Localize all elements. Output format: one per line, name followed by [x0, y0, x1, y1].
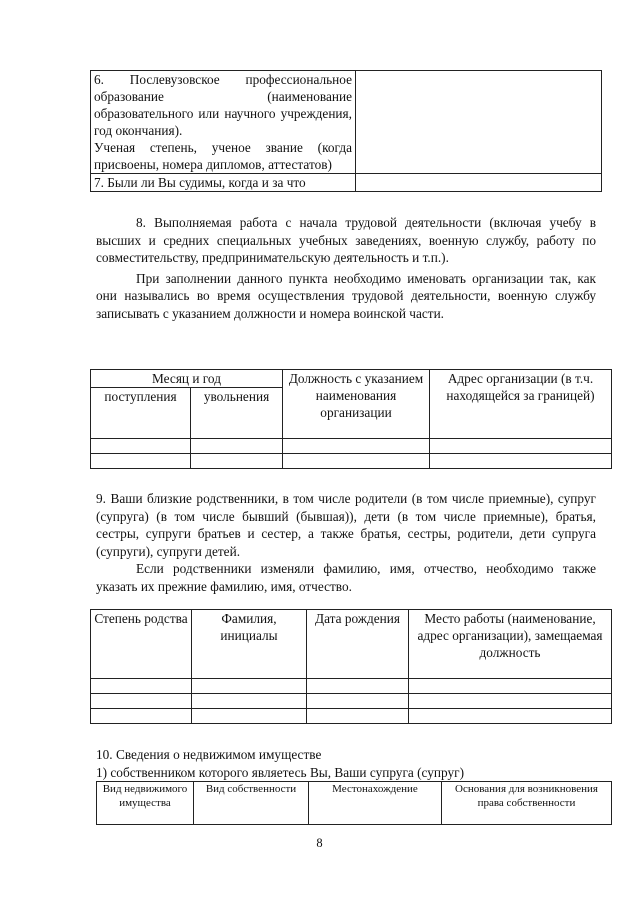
table-cell[interactable] — [307, 709, 409, 724]
question-text: Ученая степень, ученое звание (когда присвоены, номера дипломов, аттестатов) — [94, 140, 352, 172]
section-paragraph: 9. Ваши близкие родственники, в том числе родители (в том числе приемные), супруг (супруга) (в том числе бывший (бывшая)), дети (в том числе приемные), братья, сестры, супруги братьев и сестер, а также братья, сестры, родители, дети супруга (супруги), супруги детей. — [96, 491, 596, 559]
column-header: Вид недвижимого имущества — [97, 782, 194, 825]
table-cell[interactable] — [192, 709, 307, 724]
table-cell[interactable] — [91, 694, 192, 709]
table-cell[interactable] — [191, 439, 283, 454]
table-cell[interactable] — [307, 679, 409, 694]
table-cell[interactable] — [192, 679, 307, 694]
table-cell[interactable] — [430, 439, 612, 454]
section-subtitle: 1) собственником которого являетесь Вы, Ваши супруга (супруг) — [96, 764, 465, 780]
column-header: увольнения — [191, 388, 283, 439]
table-row — [91, 694, 612, 709]
column-header: Должность с указанием наименования организации — [283, 370, 430, 439]
relatives-table — [90, 609, 612, 724]
section-10 — [96, 746, 596, 781]
column-header: Дата рождения — [307, 610, 409, 679]
column-header: Месяц и год — [91, 370, 283, 388]
table-cell[interactable] — [91, 454, 191, 469]
table-row — [91, 679, 612, 694]
table-cell[interactable] — [283, 454, 430, 469]
table-row — [91, 71, 602, 174]
page-number: 8 — [316, 836, 323, 850]
table-cell[interactable] — [192, 694, 307, 709]
column-header: Адрес организации (в т.ч. находящейся за границей) — [430, 370, 612, 439]
column-header: Место работы (наименование, адрес организации), замещаемая должность — [409, 610, 612, 679]
section-paragraph: При заполнении данного пункта необходимо именовать организации так, как они назывались во время осуществления трудовой деятельности, военную службу записывать с указанием должности и номера воинской части. — [96, 270, 596, 321]
table-cell[interactable] — [91, 439, 191, 454]
column-header: Основания для возникновения права собственности — [442, 782, 612, 825]
table-row — [91, 174, 602, 192]
table-cell[interactable] — [409, 694, 612, 709]
table-cell[interactable] — [409, 709, 612, 724]
column-header: Степень родства — [91, 610, 192, 679]
table-row — [91, 454, 612, 469]
table-cell[interactable] — [91, 709, 192, 724]
table-cell[interactable] — [430, 454, 612, 469]
column-header: Фамилия, инициалы — [192, 610, 307, 679]
section-8 — [96, 214, 596, 322]
table-cell[interactable] — [91, 679, 192, 694]
property-table — [96, 781, 612, 825]
section-paragraph: Если родственники изменяли фамилию, имя, отчество, необходимо также указать их прежние фамилию, имя, отчество. — [96, 561, 596, 594]
table-row — [91, 439, 612, 454]
questionnaire-table — [90, 70, 602, 192]
table-header-row — [91, 370, 612, 388]
work-history-table — [90, 369, 612, 469]
table-cell[interactable] — [307, 694, 409, 709]
section-9 — [96, 490, 596, 595]
section-paragraph: 8. Выполняемая работа с начала трудовой деятельности (включая учебу в высших и средних специальных учебных заведениях, военную службу, работу по совместительству, предпринимательскую деятельность и т.п.). — [96, 215, 596, 265]
answer-cell[interactable] — [356, 174, 602, 192]
section-title: 10. Сведения о недвижимом имуществе — [96, 747, 322, 762]
table-row — [91, 709, 612, 724]
column-header: Местонахождение — [309, 782, 442, 825]
question-cell — [91, 71, 356, 174]
table-cell[interactable] — [283, 439, 430, 454]
question-cell: 7. Были ли Вы судимы, когда и за что — [91, 174, 356, 192]
table-cell[interactable] — [409, 679, 612, 694]
question-text: 6. Послевузовское профессиональное образование (наименование образовательного или научного учреждения, год окончания). — [94, 72, 352, 138]
table-cell[interactable] — [191, 454, 283, 469]
column-header: поступления — [91, 388, 191, 439]
column-header: Вид собственности — [194, 782, 309, 825]
table-header-row — [97, 782, 612, 825]
table-header-row — [91, 610, 612, 679]
answer-cell[interactable] — [356, 71, 602, 174]
